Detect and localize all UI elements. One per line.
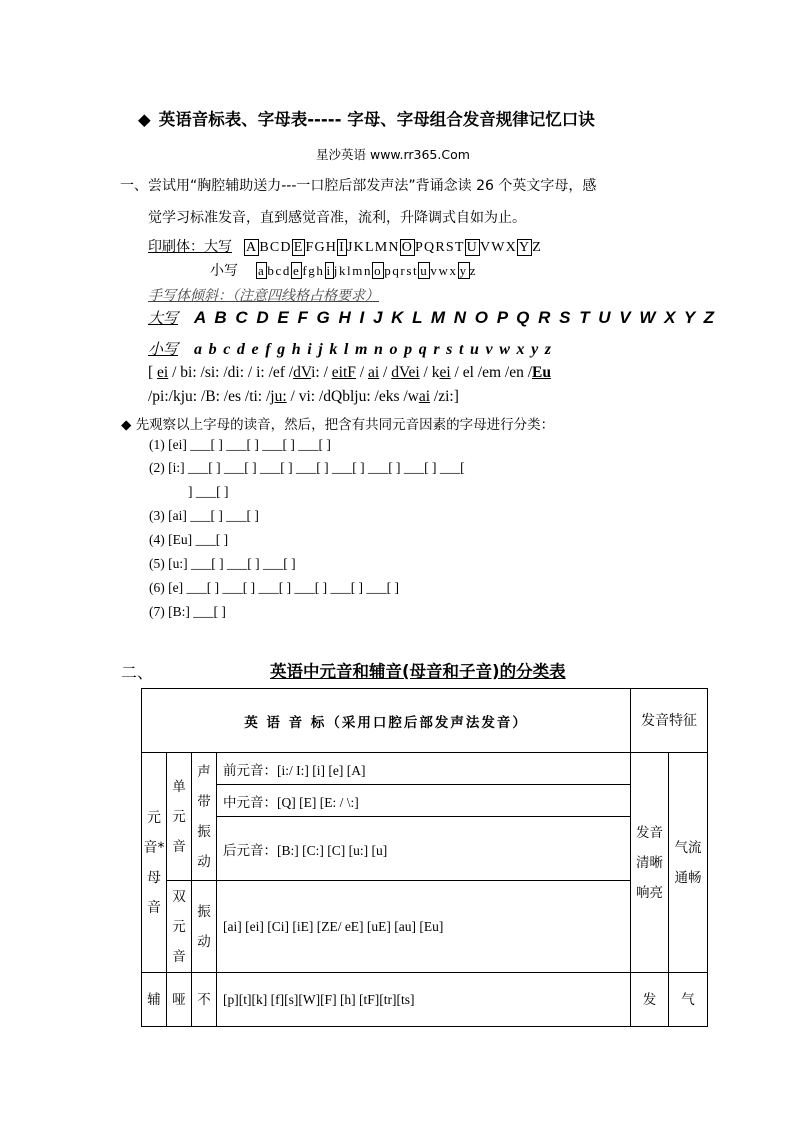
letter: F xyxy=(305,240,315,255)
phonetic-segment: ei xyxy=(439,364,451,381)
letter: T xyxy=(454,240,465,255)
print-upper-letters xyxy=(244,240,542,255)
letter: H xyxy=(325,240,338,255)
handwriting-lower: a b c d e f g h i j k l m n o p q r s t u v w x y z xyxy=(194,341,553,358)
instruction xyxy=(121,413,554,433)
letter: E xyxy=(293,240,304,255)
letter: m xyxy=(352,263,364,278)
page-title xyxy=(138,106,595,130)
phonetics-line-1 xyxy=(148,364,551,382)
handwriting-lower-row xyxy=(148,338,552,359)
letter: x xyxy=(449,263,458,278)
front-vowels: 前元音：[i:/ I:] [i] [e] [A] xyxy=(217,753,631,785)
letter: Q xyxy=(424,240,436,255)
letter: b xyxy=(267,263,276,278)
instruction-text: 先观察以上字母的读音，然后，把含有共同元音因素的字母进行分类： xyxy=(135,417,555,433)
phonetic-segment: / k xyxy=(419,364,440,381)
letter: J xyxy=(346,240,354,255)
group-line: (4) [Eu] ___[ ] xyxy=(149,532,229,547)
letter: X xyxy=(505,240,517,255)
handwriting-upper-label: 大写 xyxy=(148,309,179,327)
group-line: (5) [u:] ___[ ] ___[ ] ___[ ] xyxy=(149,556,296,571)
letter: C xyxy=(269,240,281,255)
letter: R xyxy=(435,240,446,255)
letter: S xyxy=(445,240,455,255)
back-vowels: 后元音：[B:] [C:] [C] [u:] [u] xyxy=(217,817,631,881)
table-header: 英 语 音 标（采用口腔后部发声法发音） xyxy=(142,689,631,753)
print-lower-label: 小写 xyxy=(210,263,238,279)
letter: g xyxy=(308,263,317,278)
group-line: (3) [ai] ___[ ] ___[ ] xyxy=(149,508,259,523)
letter: u xyxy=(420,263,429,278)
phonetic-segment: / xyxy=(355,364,368,381)
phonetic-segment: / bi: /si: /di: / i: /ef / xyxy=(168,364,294,381)
print-upper-row xyxy=(148,236,542,256)
consonant-label: 辅 xyxy=(142,973,167,1027)
letter: z xyxy=(469,263,478,278)
letter: M xyxy=(374,240,389,255)
letter: e xyxy=(292,263,301,278)
feature-header: 发音特征 xyxy=(631,689,708,753)
monophthong-label: 单元音 xyxy=(167,753,192,881)
phonetic-segment: / el /em /en / xyxy=(450,364,533,381)
letter: r xyxy=(400,263,407,278)
letter: W xyxy=(491,240,506,255)
letter: P xyxy=(415,240,424,255)
letter: s xyxy=(406,263,414,278)
group-line: (2) [i:] ___[ ] ___[ ] ___[ ] ___[ ] ___[ ] ___[ ] ___[ ] ___[ xyxy=(149,460,465,475)
handwriting-upper: A B C D E F G H I J K L M N O P Q R S T U V W X Y Z xyxy=(194,308,717,327)
letter: O xyxy=(401,240,413,255)
letter: d xyxy=(282,263,291,278)
letter: c xyxy=(275,263,283,278)
consonant-feature-2: 气 xyxy=(669,973,708,1027)
letter: B xyxy=(259,240,270,255)
phonetic-segment: eitF xyxy=(331,364,356,381)
letter: n xyxy=(363,263,373,278)
diphthong-label: 双元音 xyxy=(167,881,192,973)
letter: K xyxy=(353,240,365,255)
phonetic-segment: [ xyxy=(148,364,158,381)
print-label: 印刷体：大写 xyxy=(148,239,232,255)
letter: h xyxy=(316,263,325,278)
handwriting-note: 手写体倾斜：（注意四线格占格要求） xyxy=(148,288,379,304)
feature-clear: 发音清晰响亮 xyxy=(631,753,669,973)
phonetic-segment: ai xyxy=(367,364,380,381)
not-label: 不 xyxy=(192,973,217,1027)
letter: L xyxy=(364,240,375,255)
phonetic-segment: ju: xyxy=(270,388,287,405)
subtitle: 星沙英语 www.rr365.Com xyxy=(316,147,470,162)
middle-vowels: 中元音：[Q] [E] [E: / \:] xyxy=(217,785,631,817)
letter: D xyxy=(280,240,292,255)
print-lower-row xyxy=(210,260,477,280)
group-line: ] ___[ ] xyxy=(188,484,229,499)
diamond-bullet-icon: ◆ xyxy=(121,417,132,433)
intro-line-2: 觉学习标准发音，直到感觉音准，流利，升降调式自如为止。 xyxy=(148,210,526,226)
handwriting-upper-row xyxy=(148,307,716,328)
section-title: 英语中元音和辅音(母音和子音)的分类表 xyxy=(270,662,566,681)
title-text: 英语音标表、字母表----- 字母、字母组合发音规律记忆口诀 xyxy=(158,110,595,129)
letter: q xyxy=(392,263,401,278)
phonetic-segment: ei xyxy=(157,364,169,381)
phonetic-table xyxy=(141,688,708,1027)
letter: U xyxy=(466,240,478,255)
letter: Y xyxy=(518,240,531,255)
letter: w xyxy=(438,263,450,278)
diamond-bullet-icon: ◆ xyxy=(138,110,151,129)
letter: l xyxy=(347,263,353,278)
letter: N xyxy=(388,240,400,255)
letter: V xyxy=(479,240,492,255)
letter: i xyxy=(326,263,332,278)
vowel-label: 元音*母音 xyxy=(142,753,167,973)
consonant-list: [p][t][k] [f][s][W][F] [h] [tF][tr][ts] xyxy=(217,973,631,1027)
group-line: (1) [ei] ___[ ] ___[ ] ___[ ] ___[ ] xyxy=(149,437,331,452)
phonetic-segment: /pi:/kju: /B: /es /ti: / xyxy=(148,388,271,405)
voiceless-label: 哑 xyxy=(167,973,192,1027)
phonetic-segment: ai xyxy=(418,388,431,405)
intro-line-1: 一、尝试用“胸腔辅助送力---一口腔后部发声法”背诵念读 26 个英文字母，感 xyxy=(120,178,597,194)
letter: t xyxy=(413,263,419,278)
letter: k xyxy=(338,263,348,278)
phonetic-segment: / xyxy=(379,364,392,381)
vibration-label: 振动 xyxy=(192,881,217,973)
letter: G xyxy=(314,240,326,255)
section-number: 二、 xyxy=(121,663,154,682)
letter: I xyxy=(339,240,345,255)
print-lower-letters xyxy=(256,263,477,278)
diphthong-list: [ai] [ei] [Ci] [iE] [ZE/ eE] [uE] [au] [Eu] xyxy=(217,881,631,973)
phonetic-segment: dV xyxy=(293,364,312,381)
feature-airflow: 气流通畅 xyxy=(669,753,708,973)
phonetic-segment: dVei xyxy=(391,364,420,381)
letter: p xyxy=(384,263,393,278)
letter: j xyxy=(333,263,339,278)
letter: a xyxy=(258,263,266,278)
letter: y xyxy=(459,263,468,278)
group-line: (6) [e] ___[ ] ___[ ] ___[ ] ___[ ] ___[ ] ___[ ] xyxy=(149,580,400,595)
letter: Z xyxy=(532,240,543,255)
phonetics-line-2 xyxy=(148,388,459,406)
letter: A xyxy=(246,240,258,255)
phonetic-segment: / vi: /dQblju: /eks /w xyxy=(286,388,419,405)
consonant-feature-1: 发 xyxy=(631,973,669,1027)
group-line: (7) [B:] ___[ ] xyxy=(149,604,226,619)
phonetic-segment: /zi:] xyxy=(430,388,459,405)
phonetic-segment: Eu xyxy=(532,364,551,381)
vocal-vibration-label: 声带振动 xyxy=(192,753,217,881)
letter: v xyxy=(430,263,439,278)
letter: f xyxy=(302,263,309,278)
handwriting-lower-label: 小写 xyxy=(148,340,179,358)
letter: o xyxy=(374,263,383,278)
phonetic-segment: i: / xyxy=(311,364,332,381)
